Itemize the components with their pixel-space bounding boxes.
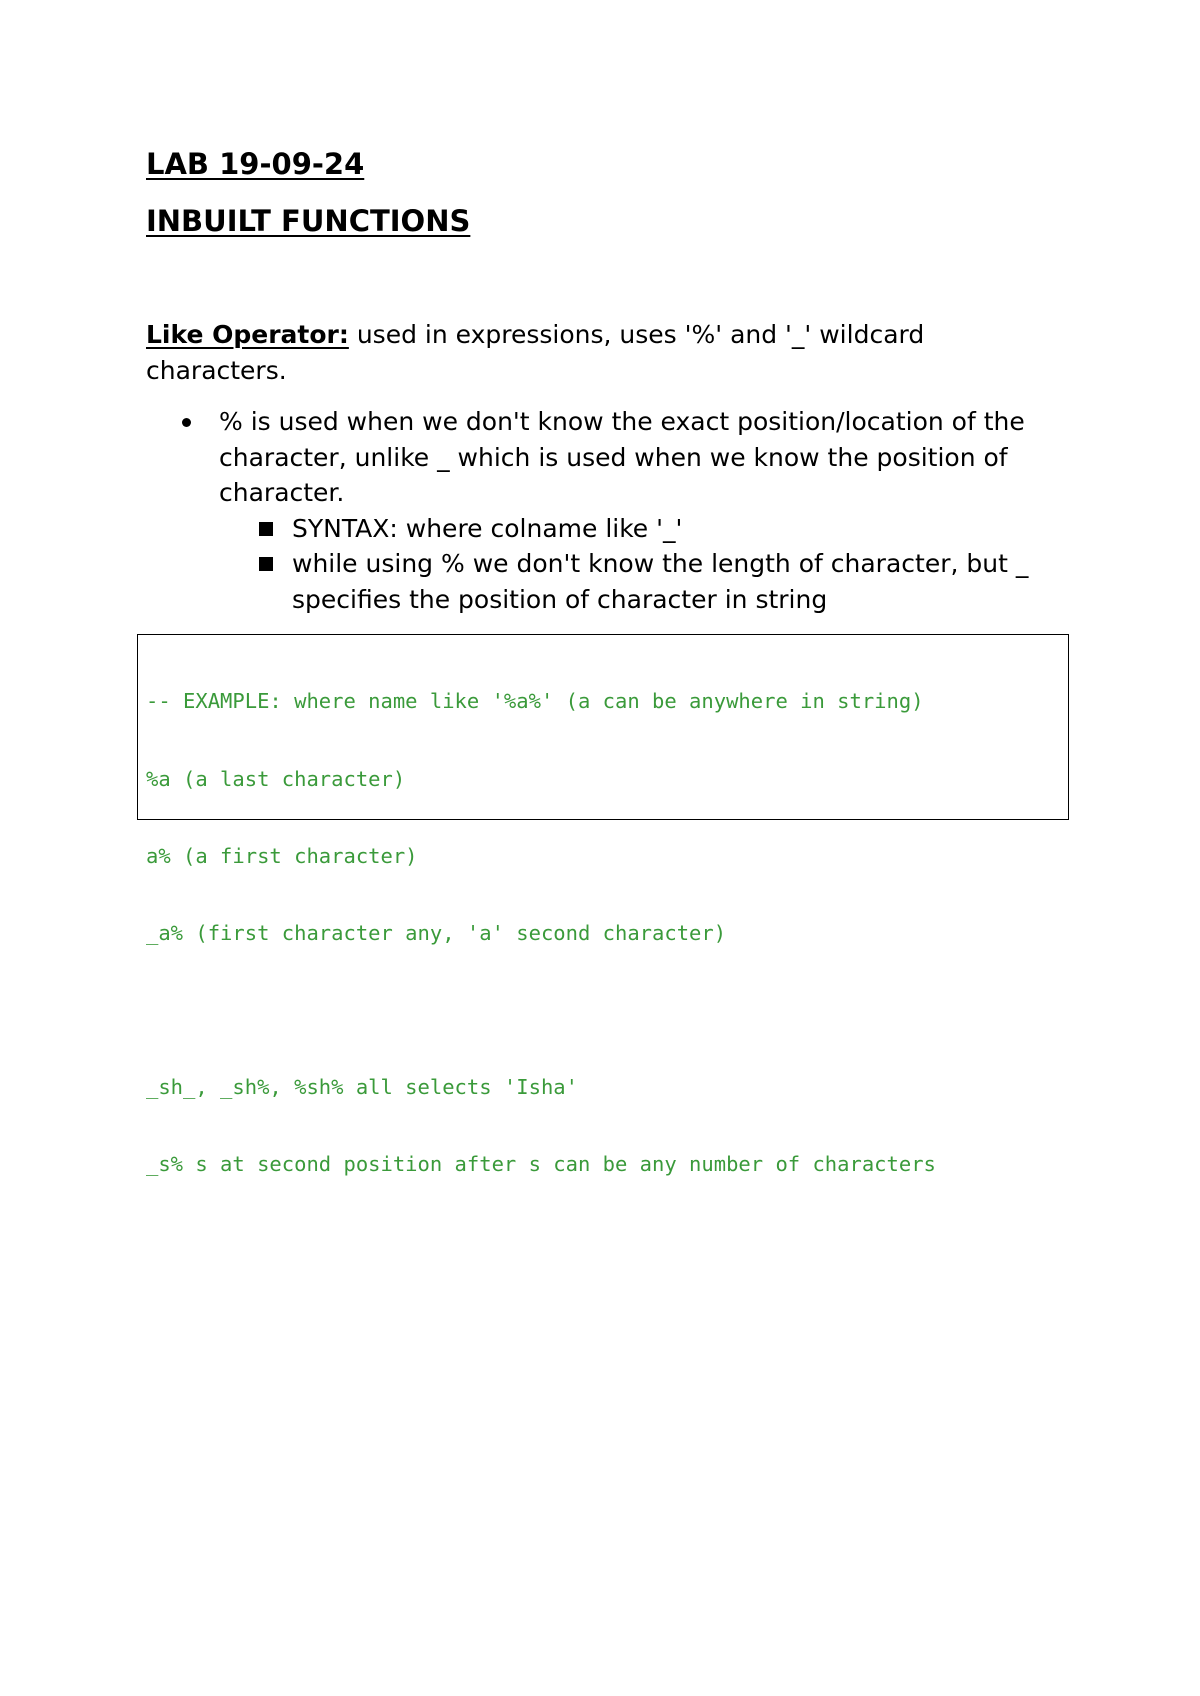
intro-paragraph: [146, 317, 1066, 388]
intro-text: used in expressions, uses '%' and '_' wildcard characters.: [146, 320, 925, 385]
code-line: -- EXAMPLE: where name like '%a%' (a can be anywhere in string): [146, 689, 924, 714]
code-line: _s% s at second position after s can be any number of characters: [146, 1151, 936, 1176]
list-item: [146, 404, 1076, 617]
intro-term: Like Operator:: [146, 320, 349, 349]
code-line: _sh_, _sh%, %sh% all selects 'Isha': [146, 1074, 578, 1099]
bullet-text: % is used when we don't know the exact position/location of the character, unlike _ which is used when we know the position of character.: [219, 407, 1025, 507]
sub-list-item: [219, 511, 1076, 547]
code-line: [146, 998, 1060, 1024]
square-bullet-icon: [259, 522, 273, 536]
square-bullet-icon: [259, 557, 273, 571]
code-line: _a% (first character any, 'a' second character): [146, 920, 727, 945]
code-block: [137, 634, 1069, 1176]
sub-item-text: SYNTAX: where colname like '_': [292, 513, 683, 543]
code-line: a% (a first character): [146, 843, 418, 868]
sub-list-item: [219, 546, 1076, 617]
document-subtitle: INBUILT FUNCTIONS: [146, 204, 471, 238]
code-line: %a (a last character): [146, 766, 406, 791]
sub-item-text: while using % we don't know the length of character, but _ specifies the position of character in string: [292, 549, 1029, 614]
sub-list: [219, 511, 1076, 618]
bullet-list: [146, 404, 1076, 617]
document-title: LAB 19-09-24: [146, 147, 365, 181]
bullet-dot-icon: [182, 418, 191, 427]
